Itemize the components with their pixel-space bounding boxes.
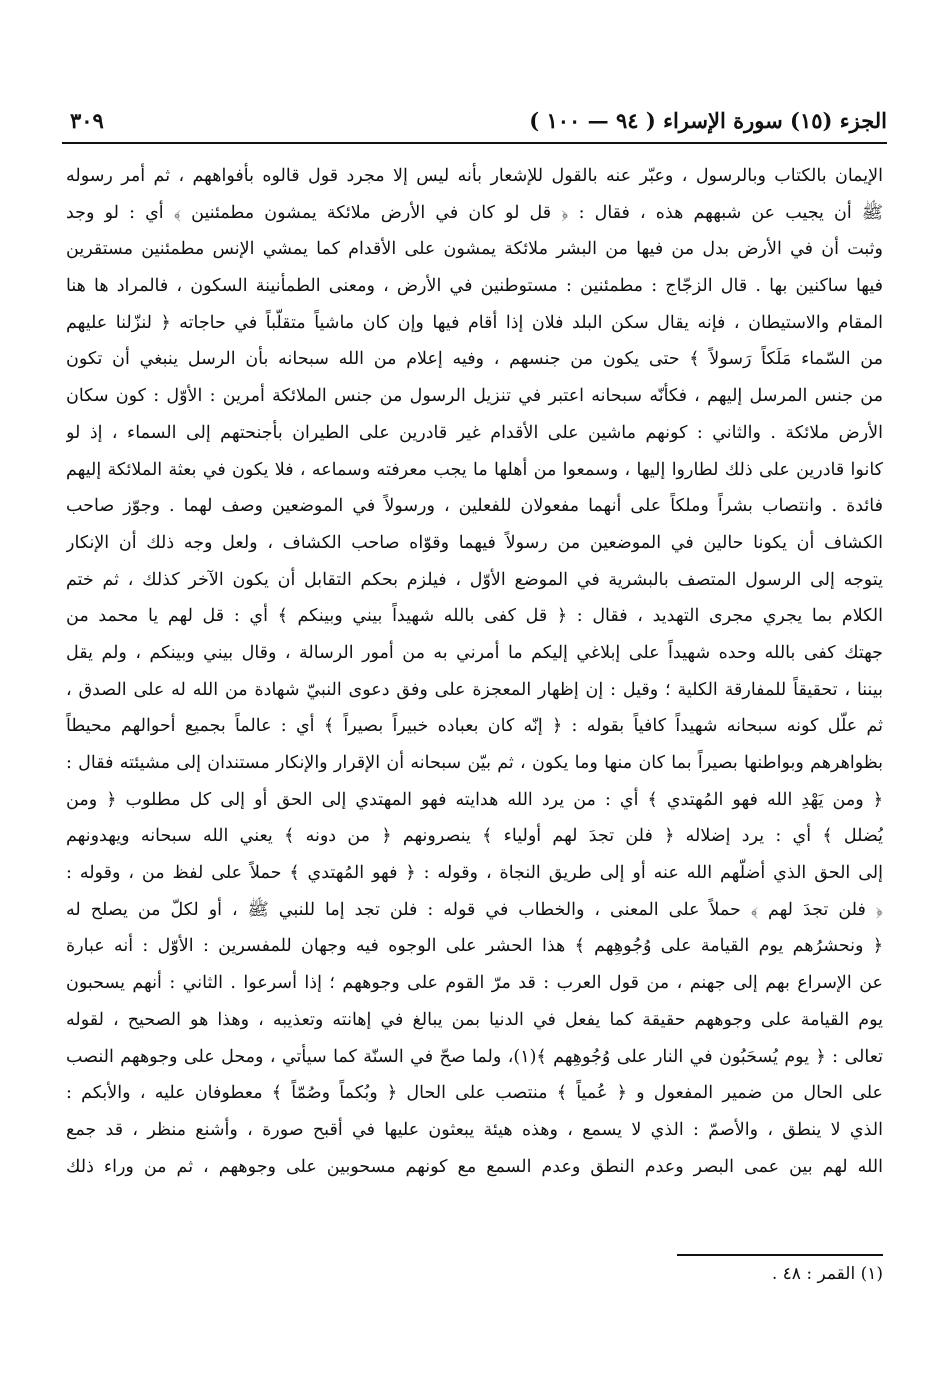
text-line: تعالى : ﴿ يوم يُسحَبُون في النار على وُجُوهِهم ﴾(١)، ولما صحّ في السنّة كما سيأتي ، ومحل على وجوههم النصب <box>66 1046 883 1067</box>
text-line: الكلام بما يجري مجرى التهديد ، فقال : ﴿ قل كفى بالله شهيداً بيني وبينكم ﴾ أي : قل لهم يا محمد من <box>66 606 883 627</box>
text-line: المقام والاستيطان ، فإنه يقال سكن البلد فلان إذا أقام فيها وإن كان ماشياً متقلّباً في حاجاته ﴿ لنزّلنا عليهم <box>66 312 883 333</box>
text-line: وثبت أن في الأرض بدل من فيها من البشر ملائكة يمشون على الأقدام كما يمشي الإنس مطمئنين مستقرين <box>66 239 883 260</box>
text-line: بظواهرهم وبواطنها بصيراً بما كان منها وما يكون ، ثم بيّن سبحانه أن الإقرار والإنكار مستندان إلى مشيئته فقال : <box>66 753 883 773</box>
page-number: ٣٠٩ <box>70 108 104 133</box>
text-line: الأرض ملائكة . والثاني : كونهم ماشين على الأقدام غير قادرين على الطيران بأجنحتهم إلى السماء ، إذ لو <box>66 422 883 443</box>
text-line: بيننا ، تحقيقاً للمفارقة الكلية ؛ وقيل : إن إظهار المعجزة على وفق دعوى النبيّ شهادة من الله له على الصدق ، <box>66 679 883 700</box>
text-line: ﴿ ونحشرُهم يوم القيامة على وُجُوهِهم ﴾ هذا الحشر على الوجوه فيه وجهان للمفسرين : الأوّل : أنه عبارة <box>66 936 883 957</box>
text-line: الذي لا ينطق ، والأصمّ : الذي لا يسمع ، وهذه هيئة يبعثون عليها في أقبح صورة ، وأشنع منظر ، قد جمع <box>66 1119 883 1140</box>
text-line: الكشاف أن يكونا حالين في الموضعين من رسولاً فيهما وقوّاه صاحب الكشاف ، ولعل وجه ذلك أن الإنكار <box>66 532 883 553</box>
header-rule <box>62 142 887 144</box>
footnote-rule <box>677 1254 883 1256</box>
text-line: الله لهم بين عمى البصر وعدم النطق وعدم السمع مع كونهم مسحوبين على وجوههم ، ثم من وراء ذلك <box>66 1156 883 1177</box>
body-text <box>66 158 883 1185</box>
text-line: من السّماء مَلَكاً رَسولاً ﴾ حتى يكون من جنسهم ، وفيه إعلام من الله سبحانه بأن الرسل ينبغي أن تكون <box>66 349 883 370</box>
text-line: على الحال من ضمير المفعول و ﴿ عُمياً ﴾ منتصب على الحال ﴿ وبُكماً وصُمّاً ﴾ معطوفان عليه ، والأبكم : <box>66 1083 883 1104</box>
text-line: عن الإسراع بهم إلى جهنم ، من قول العرب : قد مرّ القوم على وجوههم ؛ إذا أسرعوا . الثاني : أنهم يسحبون <box>66 973 883 994</box>
text-line: الإيمان بالكتاب وبالرسول ، وعبّر عنه بالقول للإشعار بأنه ليس إلا مجرد قول قالوه بأفواههم ، ثم أمر رسوله <box>66 166 883 186</box>
running-title: الجزء (١٥) سورة الإسراء ( ٩٤ — ١٠٠ ) <box>529 108 887 133</box>
text-line: من جنس المرسل إليهم ، فكأنّه سبحانه اعتبر في تنزيل الرسول من جنس الملائكة أمرين : الأوّل : كون سكان <box>66 386 883 407</box>
text-line: ثم علّل كونه سبحانه شهيداً كافياً بقوله : ﴿ إنّه كان بعباده خبيراً بصيراً ﴾ أي : عالماً بجميع أحوالهم محيطاً <box>66 716 883 737</box>
text-line: ﴿ فلن تجدَ لهم ﴾ حملاً على المعنى ، والخطاب في قوله : فلن تجد إما للنبي ﷺ ، أو لكلّ من يصلح له <box>66 899 883 920</box>
text-line: جهتك كفى بالله وحده شهيداً على إبلاغي إليكم ما أمرني به من أمور الرسالة ، وقال بيني وبينكم ، ولم يقل <box>66 642 883 663</box>
text-line: يوم القيامة على وجوههم حقيقة كما يفعل في الدنيا بمن يبالغ في إهانته وتعذيبه ، وهذا هو الصحيح ، لقوله <box>66 1009 883 1030</box>
text-line: ﴿ ومن يَهْدِ الله فهو المُهتدي ﴾ أي : من يرد الله هدايته فهو المهتدي إلى الحق أو إلى كل مطلوب ﴿ ومن <box>66 789 883 810</box>
text-line: فائدة . وانتصاب بشراً وملكاً على أنهما مفعولان للفعلين ، ورسولاً في الموضعين وصف لهما . وجوّز صاحب <box>66 496 883 517</box>
text-line: يتوجه إلى الرسول المتصف بالبشرية في الموضع الأوّل ، فيلزم بحكم التقابل أن يكون الآخر كذلك ، ثم ختم <box>66 569 883 590</box>
text-line: فيها ساكنين بها . قال الزجّاج : مطمئنين : مستوطنين في الأرض ، ومعنى الطمأنينة السكون ، فالمراد ها هنا <box>66 276 883 297</box>
footnote: (١) القمر : ٤٨ . <box>771 1264 883 1284</box>
text-line: كانوا قادرين على ذلك لطاروا إليها ، وسمعوا من أهلها ما يجب معرفته وسماعه ، فلا يكون في بعثة الملائكة إليهم <box>66 459 883 480</box>
text-line: ﷺ أن يجيب عن شبههم هذه ، فقال : ﴿ قل لو كان في الأرض ملائكة يمشون مطمئنين ﴾ أي : لو وجد <box>66 202 883 223</box>
text-line: إلى الحق الذي أضلّهم الله عنه أو إلى طريق النجاة ، وقوله : ﴿ فهو المُهتدي ﴾ حملاً على لفظ من ، وقوله : <box>66 863 883 884</box>
text-line: يُضلل ﴾ أي : يرد إضلاله ﴿ فلن تجدَ لهم أولياء ﴾ ينصرونهم ﴿ من دونه ﴾ يعني الله سبحانه ويهدونهم <box>66 826 883 847</box>
page-header <box>62 104 887 144</box>
